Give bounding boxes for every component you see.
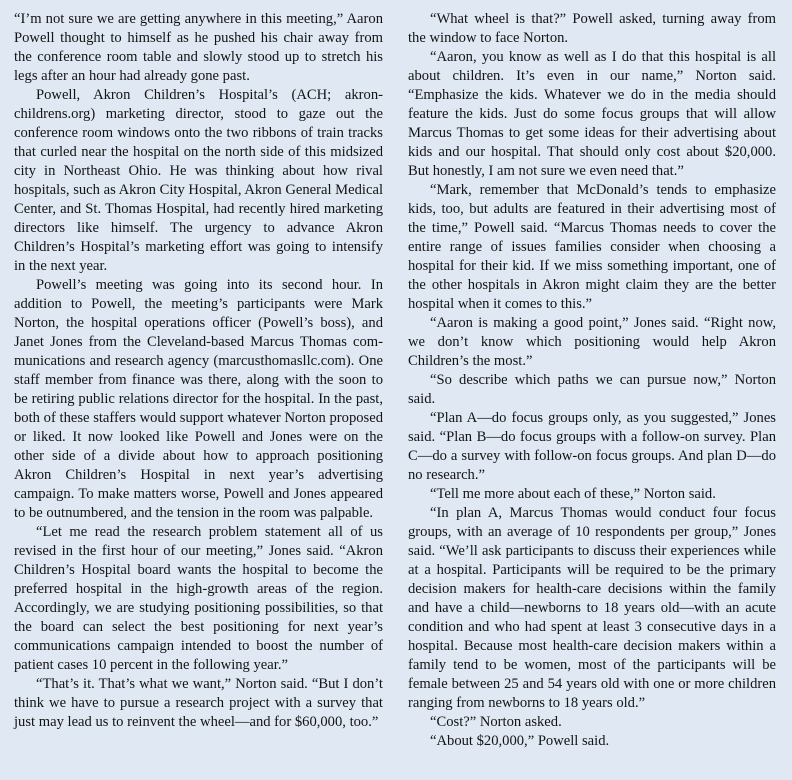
paragraph: “In plan A, Marcus Thomas would conduct four focus groups, with an average of 10 respondents per group,” Jones said. “We’ll ask participants to discuss their experiences while at a hospital. Participants will be required to be the primary decision makers for health-care decisions within the family and have a child—newborns to 18 years old—with an acute condition and who had spent at least 3 consecutive days in a hospital. Because most health-care decision makers within a family tend to be women, most of the participants will be female between 25 and 54 years old with one or more children ranging from newborns to 18 years old.” <box>408 505 776 711</box>
paragraph: “Let me read the research problem statement all of us revised in the first hour of our meeting,” Jones said. “Akron Children’s Hospital board wants the hospital to become the preferred hospital in the high-growth areas of the region. Accordingly, we are studying positioning possibilities, so that the board can select the best positioning for next year’s communications campaign intended to boost the number of patient cases 10 percent in the following year.” <box>14 524 383 673</box>
paragraph: Powell, Akron Children’s Hospital’s (ACH; akronchildrens.org) marketing director, stood to gaze out the conference room windows onto the two ribbons of train tracks that curled near the hospital on the north side of this midsized city in Northeast Ohio. He was thinking about how rival hospitals, such as Akron City Hospital, Akron General Medical Center, and St. Thomas Hospital, had recently hired marketing directors like himself. The urgency to advance Akron Children’s Hospital’s marketing effort was going to intensify in the next year. <box>14 87 383 274</box>
paragraph: “So describe which paths we can pursue now,” Norton said. <box>408 372 776 407</box>
paragraph: “I’m not sure we are getting anywhere in this meeting,” Aaron Powell thought to himself as he pushed his chair away from the conference room table and slowly stood up to stretch his legs after an hour had already gone past. <box>14 11 383 84</box>
paragraph: “About $20,000,” Powell said. <box>430 733 610 749</box>
paragraph: “Tell me more about each of these,” Norton said. <box>430 486 716 502</box>
paragraph: “Aaron, you know as well as I do that this hospital is all about children. It’s even in our name,” Norton said. “Emphasize the kids. Whatever we do in the media should feature the kids. Just do some focus groups that will allow Marcus Thomas to get some ideas for their advertising about kids and our hospital. That should only cost about $20,000. But honestly, I am not sure we even need that.” <box>408 49 776 179</box>
paragraph: “Mark, remember that McDonald’s tends to emphasize kids, too, but adults are featured in their advertising most of the time,” Powell said. “Marcus Thomas needs to cover the entire range of issues families consider when choosing a hospital for their kid. If we miss something important, one of the other hospitals in Akron might claim they are the better hospital when it comes to this.” <box>408 182 776 312</box>
paragraph: “What wheel is that?” Powell asked, turning away from the window to face Norton. <box>408 11 776 46</box>
paragraph: Powell’s meeting was going into its second hour. In addition to Powell, the meeting’s participants were Mark Norton, the hospital operations officer (Powell’s boss), and Janet Jones from the Cleveland-based Marcus Thomas communications and research agency (marcusthomasllc.com). One staff member from finance was there, along with the soon to be retiring public relations director for the hospital. In the past, both of these staffers would support whatever Norton proposed or liked. It now looked like Powell and Jones were on the other side of a divide about how to approach positioning Akron Children’s Hospital in next year’s advertising campaign. To make matters worse, Powell and Jones appeared to be outnumbered, and the tension in the room was palpable. <box>14 277 383 521</box>
left-column <box>14 10 383 732</box>
right-column <box>408 10 776 751</box>
paragraph: “Cost?” Norton asked. <box>430 714 562 730</box>
paragraph: “Aaron is making a good point,” Jones said. “Right now, we don’t know which positioning would help Akron Children’s the most.” <box>408 315 776 369</box>
paragraph: “That’s it. That’s what we want,” Norton said. “But I don’t think we have to pursue a research project with a survey that just may lead us to reinvent the wheel—and for $60,000, too.” <box>14 676 383 730</box>
paragraph: “Plan A—do focus groups only, as you suggested,” Jones said. “Plan B—do focus groups with a follow-on survey. Plan C—do a survey with follow-on focus groups. And plan D—do no research.” <box>408 410 776 483</box>
